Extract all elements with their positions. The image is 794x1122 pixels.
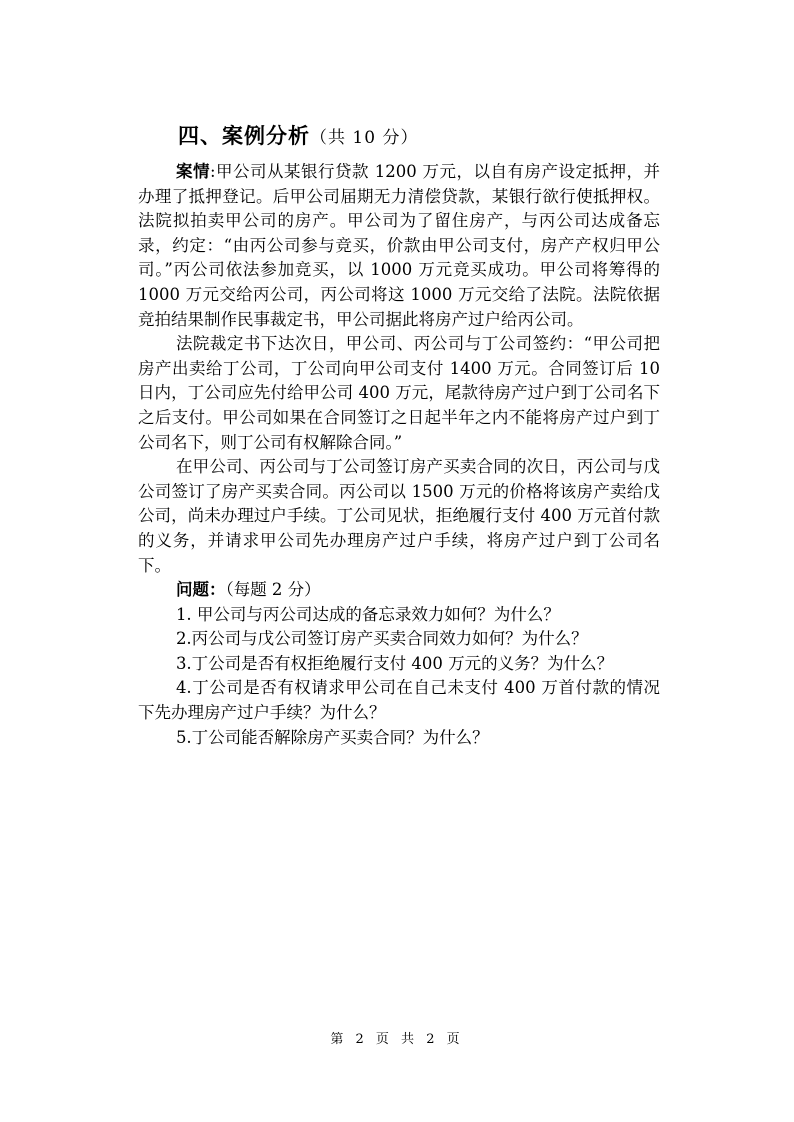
question-item-4: 4.丁公司是否有权请求甲公司在自己未支付 400 万首付款的情况下先办理房产过户手续？为什么？ <box>138 678 660 723</box>
case-paragraph-1-text: :甲公司从某银行贷款 1200 万元，以自有房产设定抵押，并办理了抵押登记。后甲公司届期无力清偿贷款，某银行欲行使抵押权。法院拟拍卖甲公司的房产。甲公司为了留住房产，与丙公司达成备忘录，约定：“由丙公司参与竞买，价款由甲公司支付，房产产权归甲公司。”丙公司依法参加竞买，以 1000 万元竞买成功。甲公司将筹得的 1000 万元交给丙公司，丙公司将这 1000 万元交给了法院。法院依据竞拍结果制作民事裁定书，甲公司据此将房产过户给丙公司。 <box>138 162 661 329</box>
case-paragraph-2: 法院裁定书下达次日，甲公司、丙公司与丁公司签约：“甲公司把房产出卖给丁公司，丁公司向甲公司支付 1400 万元。合同签订后 10 日内，丁公司应先付给甲公司 400 万元，尾款待房产过户到丁公司名下之后支付。甲公司如果在合同签订之日起半年之内不能将房产过户到丁公司名下，则丁公司有权解除合同。” <box>138 334 660 452</box>
case-paragraph-1 <box>138 160 660 332</box>
question-item-5: 5.丁公司能否解除房产买卖合同？为什么？ <box>175 727 489 747</box>
section-heading <box>178 120 418 150</box>
question-item-3: 3.丁公司是否有权拒绝履行支付 400 万元的义务？为什么？ <box>175 653 614 673</box>
question-item-1: 1. 甲公司与丙公司达成的备忘录效力如何？为什么？ <box>175 604 560 624</box>
section-title: 四、案例分析 <box>178 124 310 148</box>
questions-heading <box>138 578 660 603</box>
section-score: （共 10 分） <box>310 128 419 148</box>
case-label: 案情 <box>175 162 210 181</box>
question-item-2: 2.丙公司与戊公司签订房产买卖合同效力如何？为什么？ <box>175 629 588 649</box>
questions-note: （每题 2 分） <box>225 580 321 600</box>
case-paragraph-3: 在甲公司、丙公司与丁公司签订房产买卖合同的次日，丙公司与戊公司签订了房产买卖合同。丙公司以 1500 万元的价格将该房产卖给戊公司，尚未办理过户手续。丁公司见状，拒绝履行支付 400 万元首付款的义务，并请求甲公司先办理房产过户手续，将房产过户到丁公司名下。 <box>138 457 660 575</box>
case-body <box>138 160 660 750</box>
questions-label: 问题： <box>175 580 226 600</box>
page-footer: 第 2 页 共 2 页 <box>330 1032 464 1047</box>
